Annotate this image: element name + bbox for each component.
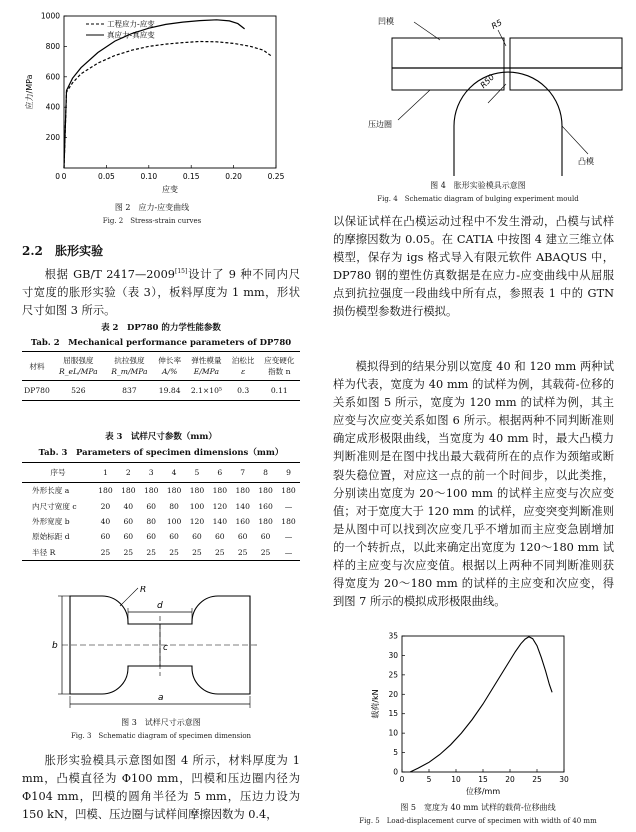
t3-cell: 100 [189, 501, 205, 511]
t3-cell: 180 [212, 486, 228, 496]
fig3-caption-en: Fig. 3 Schematic diagram of specimen dimension [70, 732, 252, 740]
fig3-label-d: d [157, 601, 163, 611]
t3-header-cell: 2 [125, 468, 131, 477]
fig2-x-tick-label: 0.25 [267, 172, 285, 181]
t3-cell: 外形宽度 b [32, 516, 70, 526]
section-heading [22, 242, 103, 259]
t3-cell: 原始标距 d [32, 532, 70, 542]
fig3-label-c: c [163, 643, 168, 653]
t3-cell: 100 [166, 516, 182, 526]
t3-cell: 25 [146, 547, 157, 557]
t2-h-hardening: 应变硬化 [264, 356, 295, 365]
t3-cell: — [284, 532, 293, 542]
t2-h-tensile: 抗拉强度 [114, 356, 145, 365]
fig2-x-tick-label: 0 [61, 172, 67, 181]
t3-cell: 60 [237, 532, 248, 542]
para1-part1: 根据 GB/T 2417—2009 [44, 267, 175, 281]
t3-cell: 60 [260, 532, 271, 542]
t3-header-cell: 8 [263, 468, 268, 477]
para-bulging-intro [22, 263, 300, 320]
t2-cell: 19.84 [158, 386, 181, 395]
t3-cell: — [284, 547, 293, 557]
fig5-x-label: 位移/mm [465, 787, 501, 796]
t3-cell: 180 [281, 486, 296, 496]
table3-title-en: Tab. 3 Parameters of specimen dimensions（mm） [38, 448, 284, 458]
t2-h-yield: 屈服强度 [63, 356, 94, 365]
t2-h-modulus: 弹性模量 [191, 356, 222, 365]
t3-header-cell: 1 [103, 468, 108, 477]
t3-header-cell: 6 [217, 468, 223, 477]
t3-cell: 40 [100, 516, 111, 526]
t3-cell: 180 [98, 486, 113, 496]
fig2-series-line [64, 42, 272, 169]
fig5-y-tick-label: 5 [393, 748, 398, 758]
t3-cell: 60 [192, 532, 202, 542]
fig4-label-punch: 凸模 [578, 157, 594, 166]
t3-header-cell: 7 [240, 468, 246, 477]
fig2-origin-label: 0 [55, 172, 60, 181]
t3-cell: 25 [123, 547, 134, 557]
t3-cell: 半径 R [32, 547, 56, 557]
t2-h-poisson-unit: ε [241, 367, 246, 376]
fig5-y-label: 载荷/kN [371, 689, 380, 719]
t3-cell: 180 [121, 486, 136, 496]
fig2-stress-strain-chart [18, 8, 286, 206]
t3-cell: 60 [146, 501, 157, 511]
t3-cell: 180 [189, 486, 205, 496]
fig2-x-tick-label: 0.20 [225, 172, 242, 181]
fig5-x-tick-label: 30 [559, 775, 569, 784]
t3-cell: 180 [258, 486, 273, 496]
t3-cell: 120 [212, 501, 228, 511]
fig2-x-tick-label: 0.10 [140, 172, 158, 181]
t3-cell: 60 [123, 532, 134, 542]
fig2-legend-label: 工程应力-应变 [107, 19, 155, 29]
t3-cell: 180 [143, 486, 159, 496]
t3-header-cell: 5 [194, 468, 200, 477]
t2-h-elongation: 伸长率 [158, 356, 182, 365]
fig5-x-tick-label: 0 [399, 775, 405, 784]
t2-h-modulus-unit: E/MPa [193, 367, 219, 376]
fig5-x-tick-label: 10 [451, 775, 461, 784]
fig4-label-die: 凹模 [378, 17, 394, 26]
fig4-label-r50: R50 [478, 72, 497, 91]
fig2-x-tick-label: 0.15 [182, 172, 200, 181]
ref-15: [15] [175, 268, 188, 275]
fig5-load-displacement-chart [366, 628, 576, 798]
t3-header-cell: 4 [171, 468, 177, 477]
t2-cell: 526 [71, 386, 86, 395]
t3-cell: 40 [123, 501, 134, 511]
fig4-label-r5: R5 [489, 17, 504, 31]
para-simulation-setup: 以保证试样在凸模运动过程中不发生滑动，凸模与试样的摩擦因数为 0.05。在 CATIA 中按图 4 建立三维立体模型，保存为 igs 格式导入有限元软件 ABAQUS 中，DP780 钢的塑性仿真数据是在应力-应变曲线中从屈服点到抗拉强度一段曲线中所有点，参照表 1 中的 GTN 损伤模型参数进行模拟。 [333, 215, 614, 319]
t2-h-yield-unit: R_eL/MPa [58, 367, 98, 376]
t3-cell: 60 [169, 532, 179, 542]
t3-cell: 60 [100, 532, 111, 542]
t2-h-elongation-unit: A/% [162, 367, 178, 376]
t3-header-cell: 3 [148, 468, 154, 477]
fig2-x-tick-label: 0.05 [98, 172, 115, 181]
table2 [22, 351, 300, 401]
fig5-y-tick-label: 30 [388, 650, 398, 660]
fig2-x-label: 应变 [162, 185, 178, 194]
fig2-caption-en: Fig. 2 Stress-strain curves [102, 217, 202, 225]
t3-cell: 180 [281, 516, 296, 526]
fig5-x-tick-label: 5 [426, 775, 432, 784]
fig2-plot-frame [64, 16, 276, 168]
t2-h-poisson: 泊松比 [231, 356, 255, 365]
fig5-caption-cn: 图 5 宽度为 40 mm 试样的载荷-位移曲线 [400, 803, 556, 812]
t2-cell: 2.1×10⁵ [190, 386, 222, 395]
t3-cell: 80 [169, 501, 179, 511]
fig5-y-tick-label: 10 [388, 728, 398, 738]
fig5-y-tick-label: 20 [388, 689, 398, 699]
t3-cell: 25 [100, 547, 111, 557]
fig5-y-tick-label: 15 [388, 709, 398, 719]
t2-cell: 0.3 [237, 386, 250, 395]
fig5-x-tick-label: 15 [478, 775, 488, 784]
fig2-y-tick-label: 1000 [40, 11, 60, 21]
t3-cell: 60 [123, 516, 134, 526]
fig5-y-tick-label: 25 [388, 670, 398, 680]
para1-part2: 设计了 9 种不同内尺寸宽度的胀形实验（表 3），板料厚度为 1 mm，形状尺寸如图 3 所示。 [22, 267, 300, 317]
fig5-y-tick-label: 35 [388, 631, 398, 641]
fig3-radius-leader [120, 588, 138, 606]
fig2-y-label: 应力/MPa [25, 74, 34, 110]
t3-cell: 160 [235, 516, 250, 526]
fig3-caption-cn: 图 3 试样尺寸示意图 [121, 718, 201, 727]
t3-cell: 180 [258, 516, 273, 526]
fig5-x-tick-label: 20 [505, 775, 515, 784]
fig2-y-tick-label: 600 [45, 72, 60, 82]
t3-cell: 25 [260, 547, 271, 557]
t3-cell: 25 [169, 547, 179, 557]
fig4-caption-cn: 图 4 胀形实验模具示意图 [430, 181, 526, 190]
t3-cell: 140 [235, 501, 250, 511]
fig4-punch-outline [454, 72, 562, 176]
t3-cell: 180 [235, 486, 250, 496]
fig5-x-tick-label: 25 [532, 775, 542, 784]
para-simulation-results: 模拟得到的结果分别以宽度 40 和 120 mm 两种试样为代表，宽度为 40 mm 的试样为例，其载荷-位移的关系如图 5 所示，宽度为 120 mm 的试样为例，其主应变与次应变关系如图 6 所示。根据两种不同判断准则确定成形极限曲线，当宽度为 40 mm 时，最大凸模力判断准则是在图中找出最大载荷所在的点作为颈缩或断裂失稳位置，对应这一点的前一个时间步，以此类推，分别读出宽度为 20～100 mm 的试样主应变与次应变值；对于宽度大于 120 mm 的试样，应变突变判断准则是从图中可以找到次应变几乎不增加而主应变急剧增加的一个转折点，以此来确定出宽度为 120～180 mm 试样的主应变与次应变值。根据以上两种不同判断准则获得宽度为 20～180 mm 的试样的主应变和次应变，得到图 7 所示的模拟成形极限曲线。 [333, 360, 614, 609]
table3 [22, 462, 300, 561]
para-mould-description: 胀形实验模具示意图如图 4 所示，材料厚度为 1 mm，凸模直径为 Φ100 mm，凹模和压边圈内径为 Φ104 mm，凹模的圆角半径为 5 mm，压边力设为 150 kN，凹模、压边圈与试样间摩擦因数为 0.4， [22, 754, 300, 822]
section-title: 胀形实验 [55, 244, 104, 258]
t3-cell: 内尺寸宽度 c [32, 501, 77, 511]
fig2-y-tick-label: 200 [45, 133, 60, 143]
table2-title-cn: 表 2 DP780 的力学性能参数 [101, 323, 221, 333]
fig5-y-tick-label: 0 [393, 767, 398, 777]
fig3-specimen-diagram [40, 586, 280, 712]
t3-header-cell: 序号 [50, 468, 66, 477]
fig3-label-r: R [140, 586, 147, 595]
t3-cell: 80 [146, 516, 157, 526]
t3-cell: 180 [166, 486, 182, 496]
t2-cell: 0.11 [270, 386, 288, 395]
t3-cell: 20 [100, 501, 111, 511]
t3-header-cell: 9 [286, 468, 291, 477]
t3-cell: 外形长度 a [32, 486, 70, 496]
fig5-series-line [410, 637, 552, 772]
t3-cell: 25 [237, 547, 248, 557]
t3-cell: 160 [258, 501, 273, 511]
fig2-y-tick-label: 400 [45, 102, 60, 112]
t2-h-tensile-unit: R_m/MPa [111, 367, 148, 376]
fig2-y-tick-label: 800 [45, 41, 60, 51]
t2-h-material: 材料 [29, 361, 45, 371]
t3-cell: 120 [189, 516, 205, 526]
fig4-caption-en: Fig. 4 Schematic diagram of bulging experiment mould [377, 195, 579, 203]
t3-cell: — [284, 501, 293, 511]
fig4-label-blank-holder: 压边圈 [368, 120, 392, 129]
fig2-caption-cn: 图 2 应力-应变曲线 [114, 203, 190, 212]
fig5-caption-en: Fig. 5 Load-displacement curve of specimen with width of 40 mm [359, 817, 597, 825]
t3-cell: 60 [146, 532, 157, 542]
table3-title-cn: 表 3 试样尺寸参数（mm） [105, 432, 217, 442]
t2-cell: DP780 [24, 386, 50, 395]
t3-cell: 25 [214, 547, 225, 557]
fig2-legend-label: 真应力-真应变 [107, 30, 155, 40]
t3-cell: 140 [212, 516, 228, 526]
t3-cell: 25 [192, 547, 202, 557]
fig3-label-a: a [158, 693, 164, 703]
fig4-mould-diagram [330, 8, 626, 176]
t3-cell: 60 [214, 532, 225, 542]
table2-title-en: Tab. 2 Mechanical performance parameters of DP780 [30, 338, 292, 348]
t2-h-hardening-unit: 指数 n [268, 367, 291, 376]
section-number: 2.2 [22, 244, 43, 258]
t2-cell: 837 [122, 386, 137, 395]
fig3-label-b: b [52, 641, 58, 651]
